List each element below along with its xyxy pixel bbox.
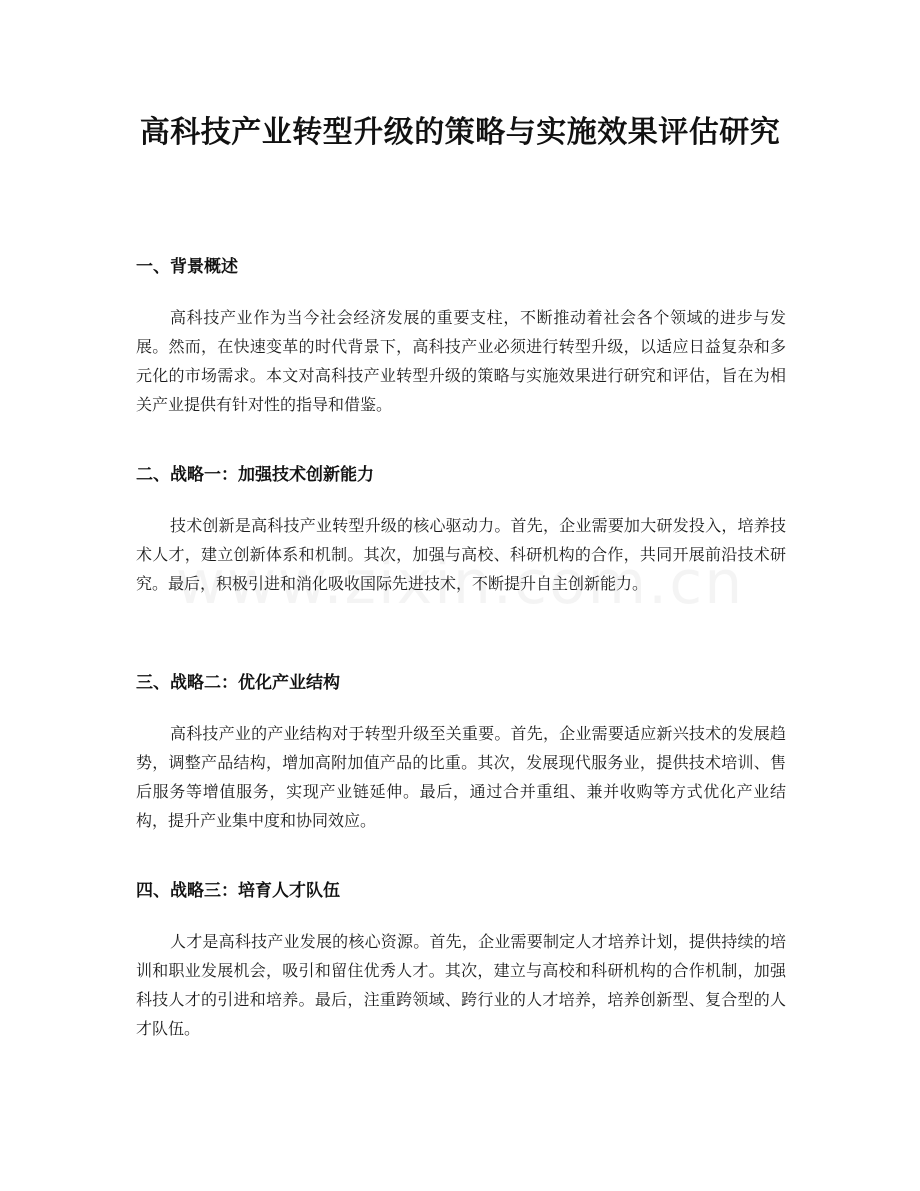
document-title: 高科技产业转型升级的策略与实施效果评估研究 — [139, 115, 781, 150]
section-heading-background: 一、背景概述 — [136, 257, 238, 277]
section-paragraph-strategy-1: 技术创新是高科技产业转型升级的核心驱动力。首先，企业需要加大研发投入，培养技术人才，建立创新体系和机制。其次，加强与高校、科研机构的合作，共同开展前沿技术研究。最后，积极引进和消化吸收国际先进技术，不断提升自主创新能力。 — [136, 516, 786, 593]
section-paragraph-background: 高科技产业作为当今社会经济发展的重要支柱，不断推动着社会各个领域的进步与发展。然而，在快速变革的时代背景下，高科技产业必须进行转型升级，以适应日益复杂和多元化的市场需求。本文对高科技产业转型升级的策略与实施效果进行研究和评估，旨在为相关产业提供有针对性的指导和借鉴。 — [136, 308, 786, 414]
section-paragraph-strategy-2: 高科技产业的产业结构对于转型升级至关重要。首先，企业需要适应新兴技术的发展趋势，调整产品结构，增加高附加值产品的比重。其次，发展现代服务业，提供技术培训、售后服务等增值服务，实现产业链延伸。最后，通过合并重组、兼并收购等方式优化产业结构，提升产业集中度和协同效应。 — [136, 724, 786, 830]
section-heading-strategy-2: 三、战略二：优化产业结构 — [136, 673, 340, 693]
section-paragraph-strategy-3: 人才是高科技产业发展的核心资源。首先，企业需要制定人才培养计划，提供持续的培训和职业发展机会，吸引和留住优秀人才。其次，建立与高校和科研机构的合作机制，加强科技人才的引进和培养。最后，注重跨领域、跨行业的人才培养，培养创新型、复合型的人才队伍。 — [136, 932, 786, 1038]
section-heading-strategy-3: 四、战略三：培育人才队伍 — [136, 881, 340, 901]
section-heading-strategy-1: 二、战略一：加强技术创新能力 — [136, 465, 374, 485]
